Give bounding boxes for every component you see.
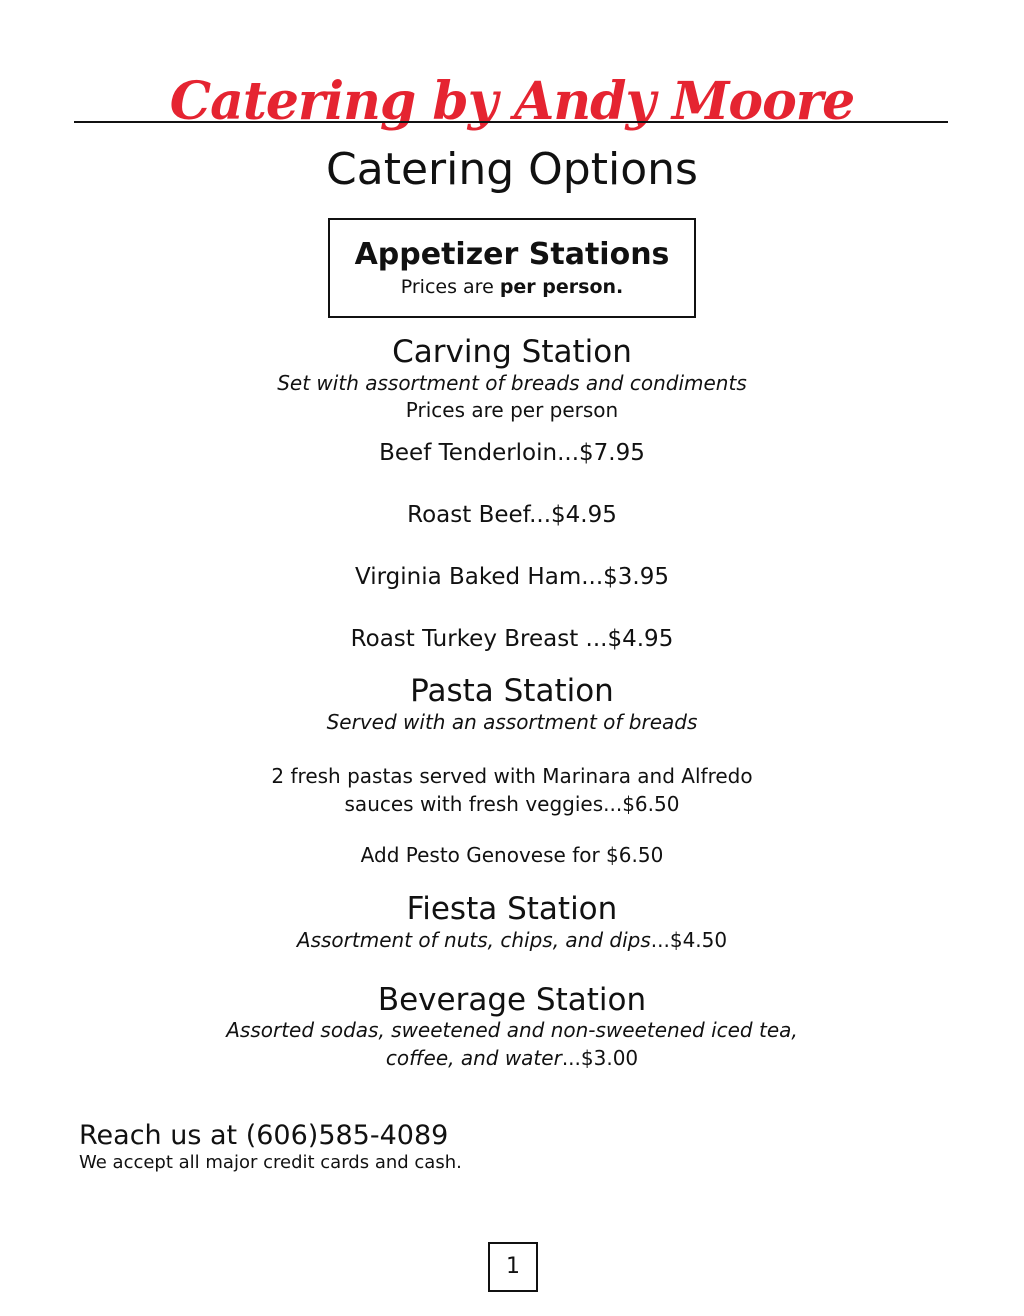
carving-station-subtitle: Set with assortment of breads and condiments <box>277 371 747 395</box>
carving-price-note: Prices are per person <box>405 398 619 422</box>
menu-item: Roast Turkey Breast ...$4.95 <box>350 626 674 652</box>
pasta-description-line1: 2 fresh pastas served with Marinara and Alfredo <box>271 764 753 788</box>
contact-heading: Reach us at (606)585-4089 <box>79 1120 449 1151</box>
pasta-description-line2: sauces with fresh veggies...$6.50 <box>344 792 680 816</box>
beverage-station-title: Beverage Station <box>377 982 647 1018</box>
header-divider <box>74 121 948 123</box>
section-price-note <box>330 274 694 300</box>
fiesta-station-title: Fiesta Station <box>406 891 618 927</box>
section-title: Appetizer Stations <box>354 237 670 272</box>
price-note-prefix: Prices are <box>400 276 500 298</box>
page-title: Catering Options <box>326 144 698 195</box>
beverage-description-line2 <box>0 1044 1024 1072</box>
payment-note: We accept all major credit cards and cash. <box>79 1152 462 1173</box>
pasta-station-title: Pasta Station <box>410 673 614 709</box>
beverage-desc-text: coffee, and water <box>385 1046 562 1070</box>
pasta-station-subtitle: Served with an assortment of breads <box>326 710 698 734</box>
menu-item: Roast Beef...$4.95 <box>407 502 617 528</box>
carving-station-title: Carving Station <box>392 334 632 370</box>
beverage-price: ...$3.00 <box>561 1046 639 1070</box>
beverage-description-line1: Assorted sodas, sweetened and non-sweetened iced tea, <box>226 1018 798 1042</box>
fiesta-price: ...$4.50 <box>650 928 728 952</box>
menu-item: Beef Tenderloin...$7.95 <box>379 440 645 466</box>
fiesta-description <box>0 926 1024 954</box>
page-number: 1 <box>488 1242 538 1292</box>
fiesta-desc-text: Assortment of nuts, chips, and dips <box>296 928 651 952</box>
brand-title: Catering by Andy Moore <box>169 71 855 132</box>
pasta-addon: Add Pesto Genovese for $6.50 <box>360 843 664 867</box>
menu-item: Virginia Baked Ham...$3.95 <box>354 564 670 590</box>
price-note-emphasis: per person. <box>499 276 624 298</box>
appetizer-stations-box <box>328 218 696 318</box>
